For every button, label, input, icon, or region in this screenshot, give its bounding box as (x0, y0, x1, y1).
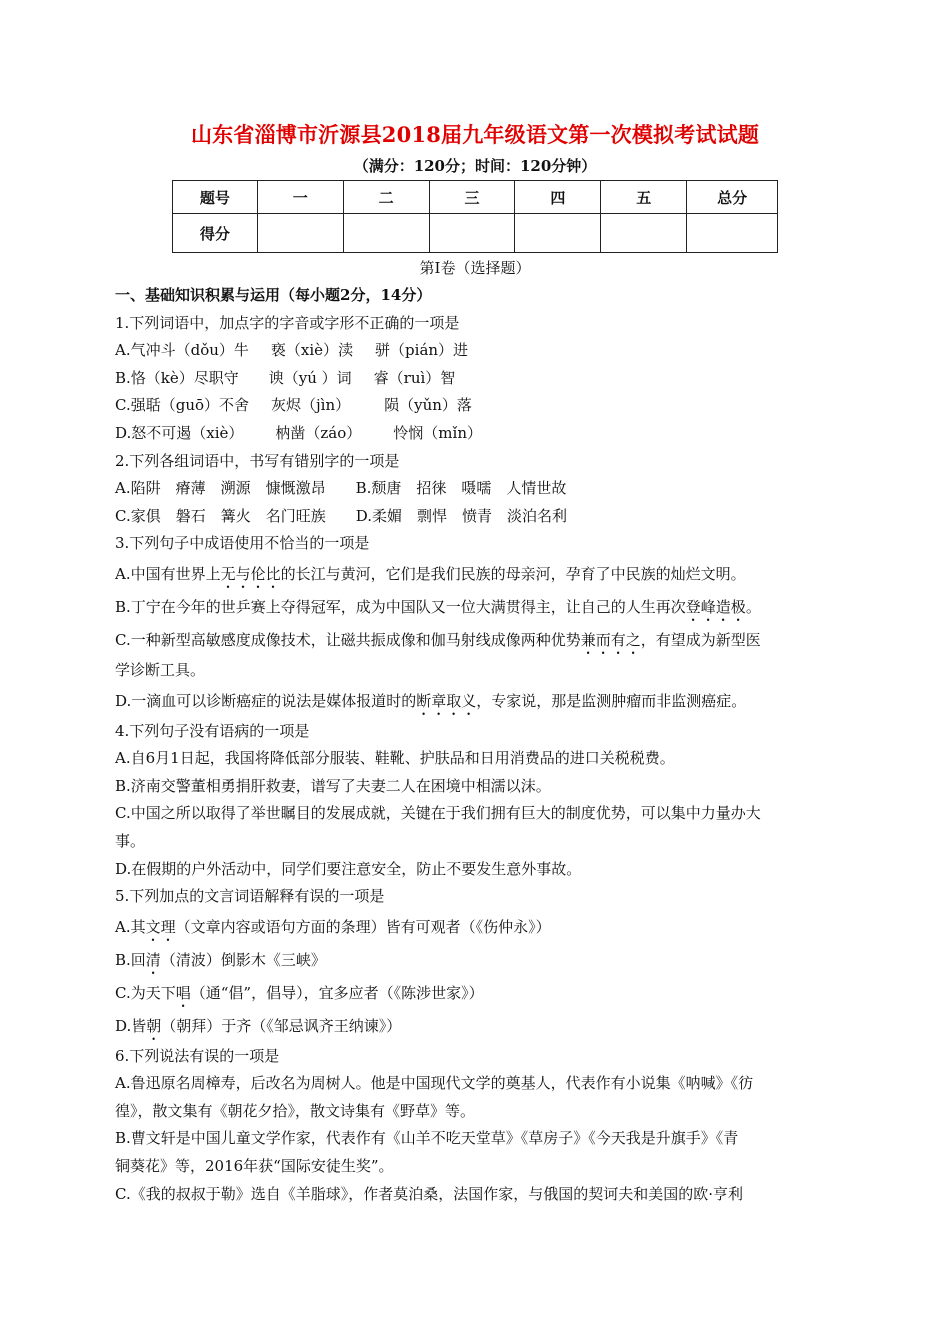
question-1-option-a (115, 337, 845, 365)
question-3-option-d (115, 685, 845, 718)
score-header-cell: 三 (429, 181, 515, 214)
option-text: D.怒不可遏（xiè） (115, 423, 244, 442)
option-text: 骈（pián）进 (375, 341, 469, 360)
question-6-stem: 6.下列说法有误的一项是 (115, 1046, 280, 1065)
question-1-option-c (115, 392, 845, 420)
option-text: 。 (745, 597, 761, 616)
option-text: （朝拜）于齐（《邹忌讽齐王纳谏》） (161, 1016, 402, 1035)
option-text: 亵（xiè）渎 (270, 341, 354, 360)
question-4-option-c: C.中国之所以取得了举世瞩目的发展成就，关键在于我们拥有巨大的制度优势，可以集中力量办大 (115, 804, 761, 823)
question-3-stem: 3.下列句子中成语使用不恰当的一项是 (115, 534, 370, 553)
option-text: 谀（yú ）词 (268, 368, 352, 387)
section-heading: 一、基础知识积累与运用（每小题2分，14分） (115, 286, 432, 304)
score-header-cell: 四 (515, 181, 601, 214)
option-text: C.强聒（guō）不舍 (115, 396, 250, 415)
score-cell[interactable] (257, 214, 343, 253)
option-text: 的长江与黄河，它们是我们民族的母亲河，孕育了中民族的灿烂文明。 (280, 564, 746, 583)
question-4-option-d: D.在假期的户外活动中，同学们要注意安全，防止不要发生意外事故。 (115, 859, 582, 878)
dotted-text: 文理 (145, 917, 176, 936)
score-table-score-row (173, 214, 778, 253)
score-row-label: 得分 (173, 214, 258, 253)
score-cell[interactable] (601, 214, 687, 253)
exam-title: 山东省淄博市沂源县2018届九年级语文第一次模拟考试试题 (190, 122, 760, 147)
option-text: A.气冲斗（dǒu）牛 (115, 341, 249, 360)
score-cell[interactable] (687, 214, 778, 253)
option-text: A.陷阱 瘠薄 溯源 慷慨激昂 (115, 479, 326, 498)
option-text: B.丁宁在今年的世乒赛上夺得冠军，成为中国队又一位大满贯得主，让自己的人生再次 (115, 597, 686, 616)
question-1-option-d (115, 420, 845, 448)
question-3-option-c (115, 624, 845, 657)
question-5-stem: 5.下列加点的文言词语解释有误的一项是 (115, 887, 385, 906)
score-cell[interactable] (429, 214, 515, 253)
score-header-cell: 题号 (173, 181, 258, 214)
question-3-option-a (115, 558, 845, 591)
question-5-option-a (115, 911, 845, 944)
option-text: 陨（yǔn）落 (384, 396, 472, 415)
dotted-text: 唱 (175, 983, 191, 1002)
question-4-option-a: A.自6月1日起，我国将降低部分服装、鞋靴、护肤品和日用消费品的进口关税税费。 (115, 749, 675, 768)
question-5-option-c (115, 977, 845, 1010)
question-1-option-b (115, 365, 845, 393)
option-text: ，有望成为新型医 (640, 630, 761, 649)
option-text: 睿（ruì）智 (373, 368, 456, 387)
question-4-stem: 4.下列句子没有语病的一项是 (115, 721, 310, 740)
option-text: A.中国有世界上 (115, 564, 221, 583)
option-text: 灰烬（jìn） (271, 396, 351, 415)
question-6-option-c: C.《我的叔叔于勒》选自《羊脂球》，作者莫泊桑，法国作家，与俄国的契诃夫和美国的欧·亨利 (115, 1184, 743, 1203)
question-5-option-d (115, 1010, 845, 1043)
option-text: ，专家说，那是监测肿瘤而非监测癌症。 (476, 691, 747, 710)
question-3-option-c-cont: 学诊断工具。 (115, 660, 206, 679)
score-table-header-row (173, 181, 778, 214)
question-4-option-b: B.济南交警董相勇捐肝救妻，谱写了夫妻二人在困境中相濡以沫。 (115, 776, 551, 795)
option-text: B.恪（kè）尽职守 (115, 368, 239, 387)
dotted-text: 无与伦比 (220, 564, 281, 583)
question-2-options-ab (115, 475, 845, 503)
score-header-cell: 五 (601, 181, 687, 214)
question-2-options-cd (115, 503, 845, 531)
dotted-text: 断章取义 (416, 691, 477, 710)
score-cell[interactable] (343, 214, 429, 253)
option-text: D.一滴血可以诊断癌症的说法是媒体报道时的 (115, 691, 417, 710)
dotted-text: 兼而有之 (580, 630, 641, 649)
option-text: （文章内容或语句方面的条理）皆有可观者（《伤仲永》） (175, 917, 551, 936)
score-table (172, 180, 778, 253)
score-header-cell: 二 (343, 181, 429, 214)
option-text: D.柔媚 剽悍 愤青 淡泊名利 (355, 506, 567, 525)
volume-label: 第Ⅰ卷（选择题） (419, 259, 531, 277)
question-1-stem: 1.下列词语中，加点字的字音或字形不正确的一项是 (115, 313, 460, 332)
question-2-stem: 2.下列各组词语中，书写有错别字的一项是 (115, 451, 400, 470)
score-cell[interactable] (515, 214, 601, 253)
question-6-option-b-cont: 铜葵花》等，2016年获“国际安徒生奖”。 (115, 1157, 394, 1176)
option-text: 枘凿（záo） (275, 423, 362, 442)
option-text: B.回 (115, 950, 146, 969)
option-text: A.其 (115, 917, 146, 936)
option-text: B.颓唐 招徕 嗫嚅 人情世故 (355, 479, 567, 498)
option-text: D.皆 (115, 1016, 147, 1035)
dotted-text: 朝 (146, 1016, 162, 1035)
question-3-option-b (115, 591, 845, 624)
score-header-cell: 一 (257, 181, 343, 214)
option-text: 怜悯（mǐn） (393, 423, 482, 442)
exam-subtitle: （满分：120分；时间：120分钟） (353, 157, 597, 175)
question-4-option-c-cont: 事。 (115, 831, 146, 850)
option-text: （清波）倒影木《三峡》 (160, 950, 326, 969)
option-text: C.一种新型高敏感度成像技术，让磁共振成像和伽马射线成像两种优势 (115, 630, 581, 649)
question-6-option-a-cont: 徨》，散文集有《朝花夕拾》，散文诗集有《野草》等。 (115, 1101, 476, 1120)
option-text: C.家俱 磐石 篝火 名门旺族 (115, 506, 326, 525)
exam-content (115, 282, 845, 1208)
score-header-cell: 总分 (687, 181, 778, 214)
dotted-text: 登峰造极 (685, 597, 746, 616)
option-text: （通“倡”，倡导），宜多应者（《陈涉世家》） (190, 983, 484, 1002)
option-text: C.为天下 (115, 983, 176, 1002)
question-6-option-b: B.曹文轩是中国儿童文学作家，代表作有《山羊不吃天堂草》《草房子》《今天我是升旗手》《青 (115, 1129, 739, 1148)
dotted-text: 清 (145, 950, 161, 969)
question-5-option-b (115, 944, 845, 977)
question-6-option-a: A.鲁迅原名周樟寿，后改名为周树人。他是中国现代文学的奠基人，代表作有小说集《呐喊》《彷 (115, 1074, 754, 1093)
